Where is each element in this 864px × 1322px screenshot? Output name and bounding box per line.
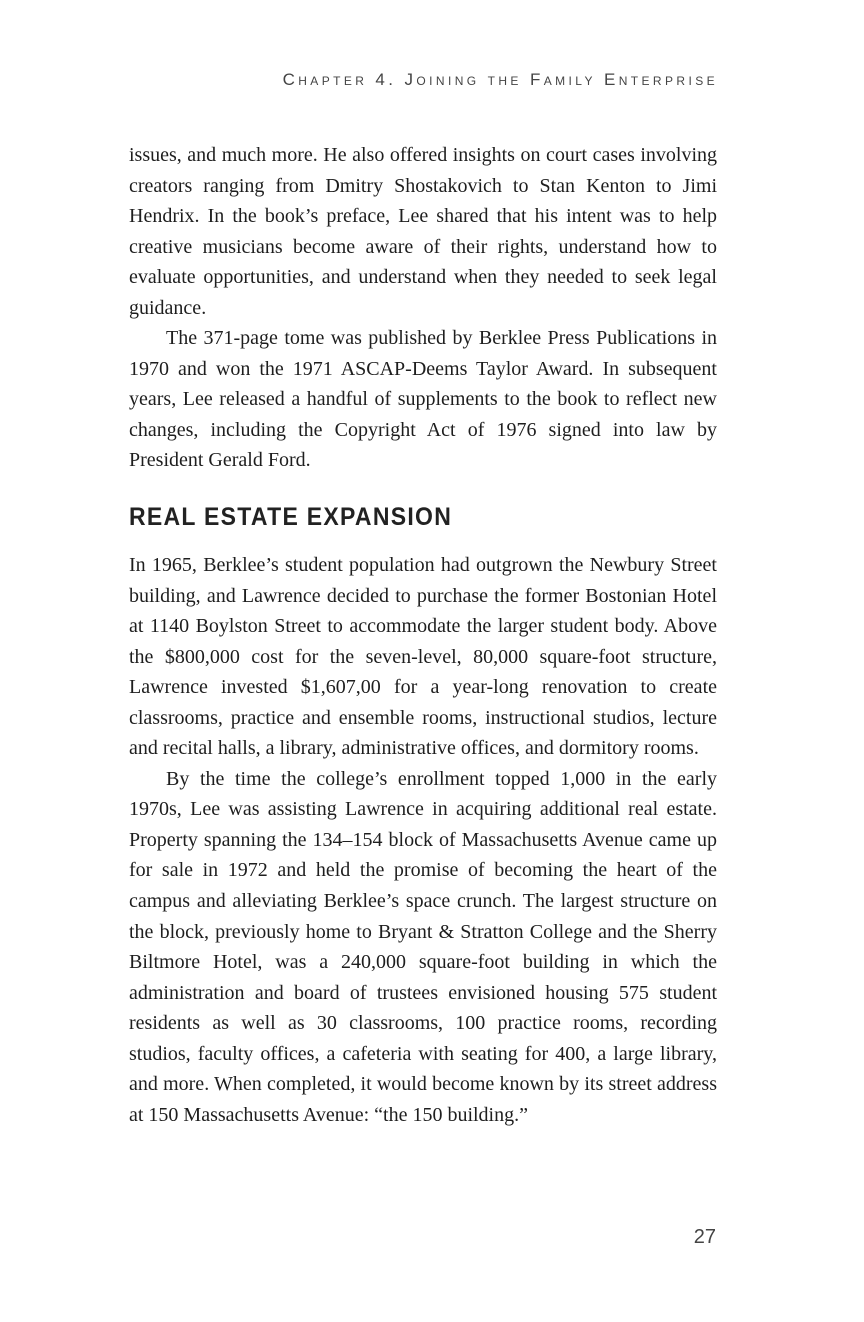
body-paragraph: The 371-page tome was published by Berklee Press Publications in 1970 and won the 1971 ASCAP-Deems Taylor Award. In subsequent years, Lee released a handful of supplements to the book to reflect new changes, including the Copyright Act of 1976 signed into law by President Gerald Ford. — [129, 327, 717, 472]
page-number: 27 — [693, 1226, 716, 1248]
body-paragraph: In 1965, Berklee’s student population had outgrown the Newbury Street building, and Lawrence decided to purchase the former Bostonian Hotel at 1140 Boylston Street to accommodate the larger student body. Above the $800,000 cost for the seven-level, 80,000 square-foot structure, Lawrence invested $1,607,00 for a year-long renovation to create classrooms, practice and ensemble rooms, instructional studios, lecture and recital halls, a library, administrative offices, and dormitory rooms. — [129, 554, 717, 760]
running-head: Chapter 4. Joining the Family Enterprise — [282, 70, 718, 89]
body-paragraph: issues, and much more. He also offered insights on court cases involving creators ranging from Dmitry Shostakovich to Stan Kenton to Jimi Hendrix. In the book’s preface, Lee shared that his intent was to help creative musicians become aware of their rights, understand how to evaluate opportunities, and understand when they needed to seek legal guidance. — [129, 144, 717, 319]
body-paragraph: By the time the college’s enrollment topped 1,000 in the early 1970s, Lee was assisting Lawrence in acquiring additional real estate. Property spanning the 134–154 block of Massachusetts Avenue came up for sale in 1972 and held the promise of becoming the heart of the campus and alleviating Berklee’s space crunch. The largest structure on the block, previously home to Bryant & Stratton College and the Sherry Biltmore Hotel, was a 240,000 square-foot building in which the administration and board of trustees envisioned housing 575 student residents as well as 30 classrooms, 100 practice rooms, recording studios, faculty offices, a cafeteria with seating for 400, a large library, and more. When completed, it would become known by its street address at 150 Massachusetts Avenue: “the 150 building.” — [129, 767, 717, 1126]
section-heading: REAL ESTATE EXPANSION — [129, 503, 453, 532]
page-body — [129, 140, 717, 1130]
